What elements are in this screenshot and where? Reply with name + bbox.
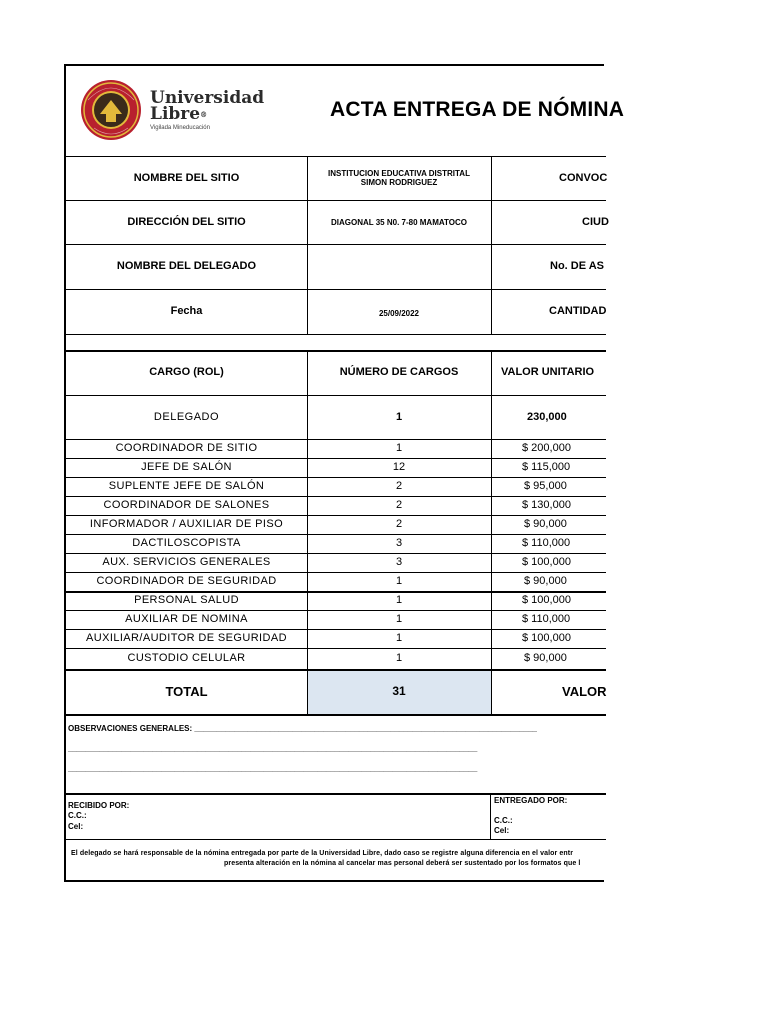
table-row-value: $ 100,000 — [522, 632, 571, 644]
assistants-label: No. DE AS — [550, 260, 604, 272]
rule — [66, 714, 606, 716]
quantity-label: CANTIDAD — [549, 305, 607, 317]
table-row-count: 3 — [395, 556, 403, 568]
col-header-count: NÚMERO DE CARGOS — [339, 366, 459, 378]
rule — [66, 793, 606, 795]
observations-line-1 — [68, 724, 537, 733]
nomina-sheet — [64, 64, 625, 882]
table-row-role: INFORMADOR / AUXILIAR DE PISO — [89, 518, 284, 530]
table-row-role: COORDINADOR DE SITIO — [115, 442, 258, 454]
observations-fill-2: ____________________________________________________________________________________________ — [68, 744, 478, 753]
delegate-name-label: NOMBRE DEL DELEGADO — [116, 260, 257, 272]
total-label: TOTAL — [165, 684, 208, 699]
table-row-count: 2 — [395, 480, 403, 492]
observations-fill-1: _____________________________________________________________________________ — [194, 724, 537, 733]
footer-note-line-2: presenta alteración en la nómina al cancelar mas personal deberá ser sustentado por los formatos que l — [224, 860, 581, 867]
col-header-role: CARGO (ROL) — [149, 366, 224, 378]
brand-line2: Libre — [150, 104, 201, 124]
delivered-cc-label: C.C.: — [494, 816, 513, 825]
total-value-label: VALOR — [562, 684, 607, 699]
table-row-value: $ 115,000 — [522, 461, 571, 473]
observations-label: OBSERVACIONES GENERALES: — [68, 724, 195, 733]
university-logo — [80, 78, 290, 142]
table-row-role: SUPLENTE JEFE DE SALÓN — [108, 480, 265, 492]
page-title: ACTA ENTREGA DE NÓMINA — [330, 98, 625, 121]
city-label: CIUD — [582, 215, 609, 228]
divider — [490, 793, 491, 839]
table-row-value: $ 110,000 — [522, 613, 571, 625]
table-row-role: JEFE DE SALÓN — [141, 461, 232, 473]
date-value: 25/09/2022 — [378, 309, 420, 318]
footer-note-line-1: El delegado se hará responsable de la nómina entregada por parte de la Universidad Libre, dado caso se registre alguna diferencia en el valor entr — [71, 850, 574, 857]
brand-line1: Universidad — [150, 88, 265, 108]
table-row-role: AUXILIAR DE NOMINA — [125, 613, 248, 625]
table-row-value: $ 200,000 — [522, 442, 571, 454]
table-row-count: 1 — [395, 632, 403, 644]
table-row-role: DACTILOSCOPISTA — [132, 537, 241, 549]
brand-line2-wrap — [150, 106, 207, 123]
delivered-by-label: ENTREGADO POR: — [494, 796, 568, 805]
total-count: 31 — [392, 684, 406, 698]
site-name-value: INSTITUCION EDUCATIVA DISTRITAL SIMON RODRIGUEZ — [328, 169, 470, 187]
delegate-name-value — [307, 244, 491, 289]
table-row-role: AUXILIAR/AUDITOR DE SEGURIDAD — [86, 632, 287, 644]
table-row-value: $ 90,000 — [524, 575, 567, 587]
table-row-value: $ 110,000 — [522, 537, 571, 549]
table-row-role: DELEGADO — [153, 410, 220, 423]
received-cc-label: C.C.: — [68, 811, 87, 820]
table-row-role: CUSTODIO CELULAR — [127, 652, 246, 664]
table-row-role: AUX. SERVICIOS GENERALES — [102, 556, 271, 568]
table-row-value: $ 95,000 — [524, 480, 567, 492]
observations-fill-3: ____________________________________________________________________________________________ — [68, 764, 478, 773]
table-row-value: $ 130,000 — [522, 499, 571, 511]
table-row-count: 1 — [395, 410, 403, 423]
convocatoria-label: CONVOC — [559, 171, 608, 184]
table-row-role: COORDINADOR DE SEGURIDAD — [96, 575, 277, 587]
site-name-label: NOMBRE DEL SITIO — [133, 171, 240, 184]
site-address-label: DIRECCIÓN DEL SITIO — [127, 215, 246, 228]
table-row-value: $ 90,000 — [524, 652, 567, 664]
table-row-count: 1 — [395, 575, 403, 587]
brand-tagline: Vigilada Mineducación — [150, 125, 210, 131]
table-row-value: $ 100,000 — [522, 556, 571, 568]
table-row-value: $ 90,000 — [524, 518, 567, 530]
table-row-count: 3 — [395, 537, 403, 549]
table-row-count: 1 — [395, 442, 403, 454]
date-label: Fecha — [170, 305, 203, 317]
table-row-role: COORDINADOR DE SALONES — [103, 499, 270, 511]
table-row-count: 1 — [395, 594, 403, 606]
table-row-value: $ 100,000 — [522, 594, 571, 606]
rule — [66, 839, 606, 840]
table-row-count: 12 — [392, 461, 406, 473]
table-row-role: PERSONAL SALUD — [134, 594, 239, 606]
delivered-cel-label: Cel: — [494, 826, 510, 835]
received-by-label: RECIBIDO POR: — [68, 801, 130, 810]
received-cel-label: Cel: — [68, 822, 84, 831]
col-header-unit-value: VALOR UNITARIO — [501, 366, 595, 378]
table-row-count: 1 — [395, 613, 403, 625]
table-row-count: 2 — [395, 499, 403, 511]
table-row-count: 1 — [395, 652, 403, 664]
rule — [66, 334, 606, 335]
brand-reg: ® — [200, 110, 208, 119]
table-row-value: 230,000 — [527, 410, 567, 423]
table-row-count: 2 — [395, 518, 403, 530]
site-address-value: DIAGONAL 35 N0. 7-80 MAMATOCO — [330, 217, 468, 227]
